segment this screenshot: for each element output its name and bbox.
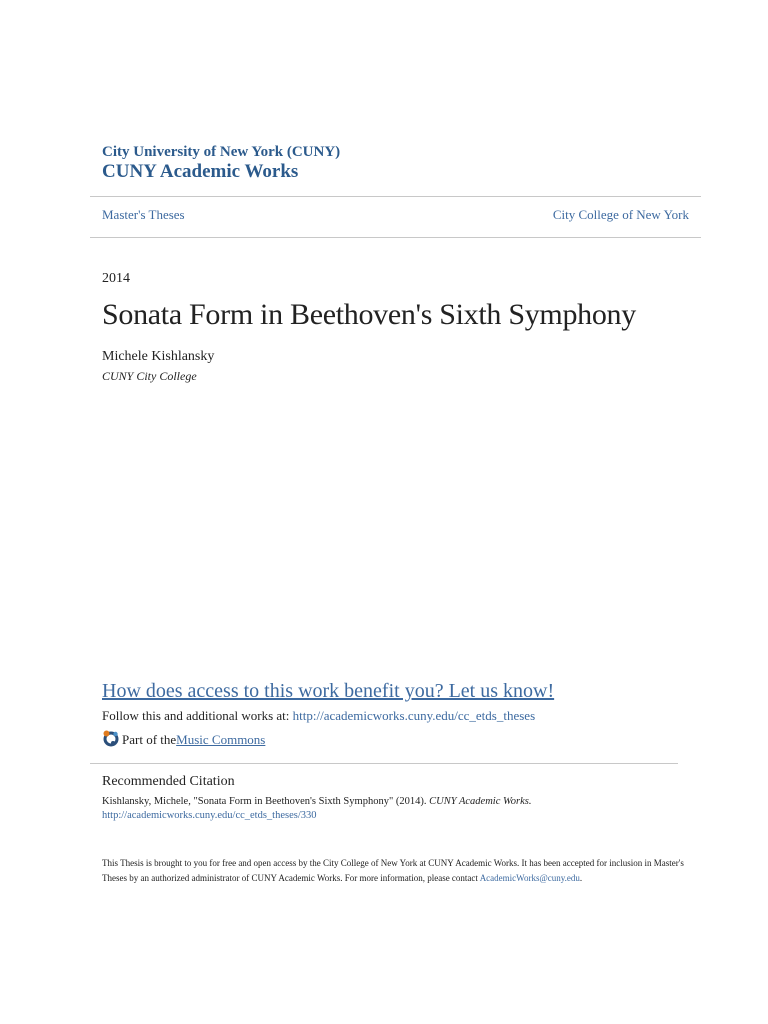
institution-name[interactable]: City University of New York (CUNY) [102,144,341,160]
follow-line [102,708,535,724]
author-affiliation: CUNY City College [102,369,197,383]
notice-text: This Thesis is brought to you for free and open access by the City College of New York at CUNY Academic Works. It has been accepted for inclusion in Master's Theses by an authorized administrator of CUNY Academic Works. For more information, please contact [102,858,684,883]
part-of-line [102,731,265,749]
publication-year: 2014 [102,271,130,286]
citation-body: Kishlansky, Michele, "Sonata Form in Beethoven's Sixth Symphony" (2014). [102,796,430,807]
nav-divider [90,237,701,238]
collection-link[interactable]: Master's Theses [102,207,185,222]
author-name: Michele Kishlansky [102,349,215,364]
citation-url-link[interactable]: http://academicworks.cuny.edu/cc_etds_theses/330 [102,810,317,821]
contact-email-link[interactable]: AcademicWorks@cuny.edu [479,873,580,883]
citation-heading: Recommended Citation [102,774,235,789]
citation-source: CUNY Academic Works. [429,796,532,807]
notice-end: . [579,873,583,883]
collection-url-link[interactable]: http://academicworks.cuny.edu/cc_etds_theses [292,708,536,723]
repository-name[interactable]: CUNY Academic Works [102,161,299,182]
college-link[interactable]: City College of New York [552,207,689,222]
thesis-title: Sonata Form in Beethoven's Sixth Symphony [102,298,636,331]
commons-network-icon [102,729,120,747]
citation-divider [90,763,678,764]
citation-text [102,796,531,807]
music-commons-link[interactable]: Music Commons [176,732,266,747]
feedback-link[interactable]: How does access to this work benefit you? Let us know! [102,680,555,702]
follow-label: Follow this and additional works at: [102,708,293,723]
part-of-label: Part of the [122,732,177,747]
header-divider [90,196,701,197]
access-notice [102,856,702,886]
